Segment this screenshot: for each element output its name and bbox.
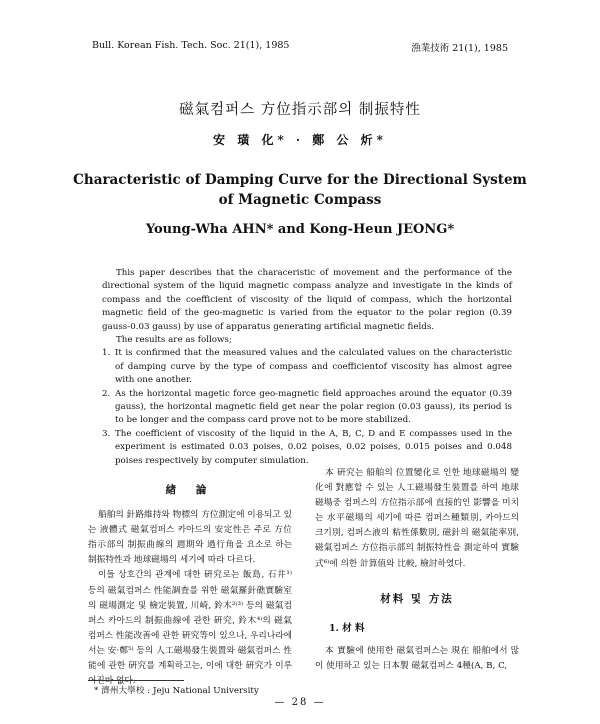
result-number: 1.: [102, 348, 111, 359]
english-title-line1: Characteristic of Damping Curve for the Directional System: [73, 172, 527, 188]
result-text: As the horizontal magetic force geo-magnetic field approaches around the equator (0.39 gauss), the horizontal magnetic field get near the polar region (0.03 gauss), its period is to be longer and the compass card prove not to be more stabilized.: [115, 388, 512, 426]
result-number: 3.: [102, 428, 111, 439]
affiliation-footnote: * 濟州大學校 : Jeju National University: [94, 686, 259, 696]
introduction-heading: 緖 論: [165, 484, 215, 496]
english-authors: Young-Wha AHN* and Kong-Heun JEONG*: [145, 222, 455, 237]
left-column: [88, 483, 292, 689]
intro-paragraph-3: 本 硏究는 船舶의 位置變化로 인한 地球磁場의 變化에 對應할 수 있는 人工磁場發生裝置를 하여 地球磁場중 컴퍼스의 方位指示部에 直接的인 影響을 미치는 水平磁場의 세기에 따른 컴퍼스種類別, 카아드의 크기別, 컴퍼스液의 粘性係數別, 磁針의 磁氣能率別, 磁氣컴퍼스 方位指示部의 制振特性을 測定하여 實驗式⁶⁾에 의한 計算值와 比較, 檢討하였다.: [315, 468, 519, 569]
page-number: — 28 —: [274, 697, 326, 708]
result-text: It is confirmed that the measured values and the calculated values on the characteristic of damping curve by the type of compass and coefficientof viscosity has almost agree with one another.: [115, 348, 512, 386]
journal-header-right: 漁業技術 21(1), 1985: [411, 43, 508, 54]
abstract-results-intro: The results are as follows;: [116, 335, 232, 346]
materials-subheading: 1. 材 料: [329, 622, 365, 634]
abstract: [102, 267, 512, 468]
intro-paragraph-1: 船舶의 針路維持와 物標의 方位測定에 이용되고 있는 液體式 磁氣컴퍼스 카아드의 安定性은 주로 方位指示部의 制振曲線의 週期와 過行角을 요소로 하는 制振特性과 地球磁場의 세기에 따라 다르다.: [88, 510, 292, 566]
korean-title: 磁氣컴퍼스 方位指示部의 制振特性: [179, 102, 421, 118]
materials-methods-heading: 材料 및 方法: [380, 592, 454, 605]
result-item: [102, 428, 512, 468]
result-number: 2.: [102, 388, 111, 399]
result-text: The coefficient of viscosity of the liquid in the A, B, C, D and E compasses used in the experiment is estimated 0.03 poises, 0.02 poises, 0.02 poises, 0.015 poises and 0.048 poises respectively by computer simulation.: [115, 428, 512, 466]
korean-authors: 安 璜 化* · 鄭 公 炘*: [213, 133, 387, 147]
english-title: [0, 170, 600, 210]
footnote-divider: [88, 680, 184, 681]
results-list: [102, 347, 512, 468]
materials-paragraph: 本 實驗에 使用한 磁氣컴퍼스는 現在 船舶에서 많이 使用하고 있는 日本製 磁氣컴퍼스 4種(A, B, C,: [315, 645, 519, 671]
journal-header-left: Bull. Korean Fish. Tech. Soc. 21(1), 1985: [92, 40, 290, 51]
abstract-intro: This paper describes that the characeristic of movement and the performance of the directional system of the liquid magnetic compass analyze and investigate in the kinds of compass and the coefficient of viscosity of the liquid of compass, which the horizontal magnetic field of the geo-magnetic is varied from the equator to the polar region (0.39 gauss-0.03 gauss) by use of apparatus generating artificial magnetic fields.: [102, 268, 512, 332]
result-item: [102, 347, 512, 387]
right-column: [315, 466, 519, 674]
result-item: [102, 388, 512, 428]
intro-paragraph-2: 이들 상호간의 관계에 대한 硏究로는 飯島, 石井¹⁾ 등의 磁氣컴퍼스 性能調査를 위한 磁氣羅針礁實驗室의 磁場測定 및 檢定裝置, 川崎, 鈴木²⁾³⁾ 등의 磁氣컴퍼스 카아드의 制振曲線에 관한 硏究, 鈴木⁴⁾의 磁氣컴퍼스 性能改善에 관한 硏究等이 있으나, 우리나라에서는 安·鄭⁵⁾ 등의 人工磁場發生裝置와 磁氣컴퍼스 性能에 관한 硏究를 계획하고는, 이에 대한 硏究가 이루어진바 없다.: [88, 570, 292, 687]
english-title-line2: of Magnetic Compass: [218, 192, 382, 208]
